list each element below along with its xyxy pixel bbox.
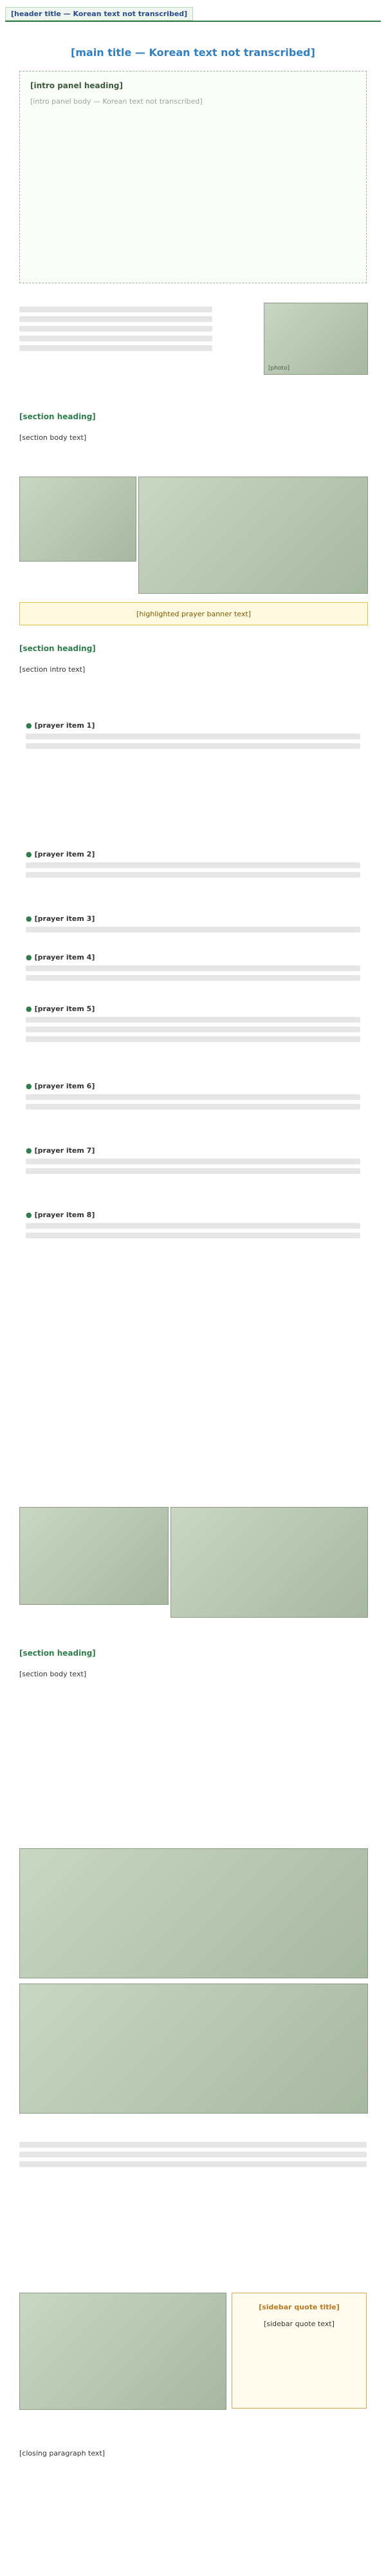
photo [19, 2293, 226, 2410]
photo [19, 477, 136, 562]
intro-heading: [intro panel heading] [30, 81, 123, 90]
intro-body: [intro panel body — Korean text not transcribed] [30, 97, 203, 106]
quote-title: [sidebar quote title] [259, 2303, 340, 2311]
section-1-body: [section body text] [19, 433, 87, 442]
prayer-item: ● [prayer item 7] [26, 1146, 360, 1178]
section-1-heading: [section heading] [19, 412, 96, 421]
header-title: [header title — Korean text not transcribed] [5, 7, 193, 21]
prayer-item: ● [prayer item 8] [26, 1211, 360, 1242]
photo [138, 477, 368, 594]
bullet-icon: ● [26, 914, 32, 923]
photo [170, 1507, 368, 1618]
section-2-heading: [section heading] [19, 644, 96, 653]
quote-body: [sidebar quote text] [264, 2319, 335, 2328]
prayer-item: ● [prayer item 4] [26, 953, 360, 985]
bullet-icon: ● [26, 953, 32, 961]
section-2-intro: [section intro text] [19, 665, 86, 674]
bullet-icon: ● [26, 1005, 32, 1013]
prayer-item: ● [prayer item 5] [26, 1005, 360, 1046]
photo: [photo] [264, 303, 368, 375]
page-title: [main title — Korean text not transcribed] [71, 46, 315, 59]
bullet-icon: ● [26, 721, 32, 730]
prayer-item: ● [prayer item 3] [26, 914, 360, 936]
closing-text [19, 2138, 367, 2171]
bullet-icon: ● [26, 1082, 32, 1090]
prayer-item: ● [prayer item 2] [26, 850, 360, 882]
section-3-heading: [section heading] [19, 1649, 96, 1658]
quote-box [232, 2293, 367, 2409]
bullet-icon: ● [26, 1211, 32, 1219]
bullet-icon: ● [26, 1146, 32, 1155]
photo [19, 1984, 368, 2114]
footer-text: [closing paragraph text] [19, 2449, 106, 2458]
section-3-body: [section body text] [19, 1670, 87, 1678]
intro-text [19, 303, 212, 355]
photo [19, 1507, 169, 1605]
prayer-banner: [highlighted prayer banner text] [19, 602, 368, 625]
bullet-icon: ● [26, 850, 32, 858]
prayer-item: ● [prayer item 6] [26, 1082, 360, 1113]
photo [19, 1848, 368, 1978]
prayer-item: ● [prayer item 1] [26, 721, 360, 753]
intro-panel [19, 71, 367, 283]
header-bar [5, 5, 381, 22]
